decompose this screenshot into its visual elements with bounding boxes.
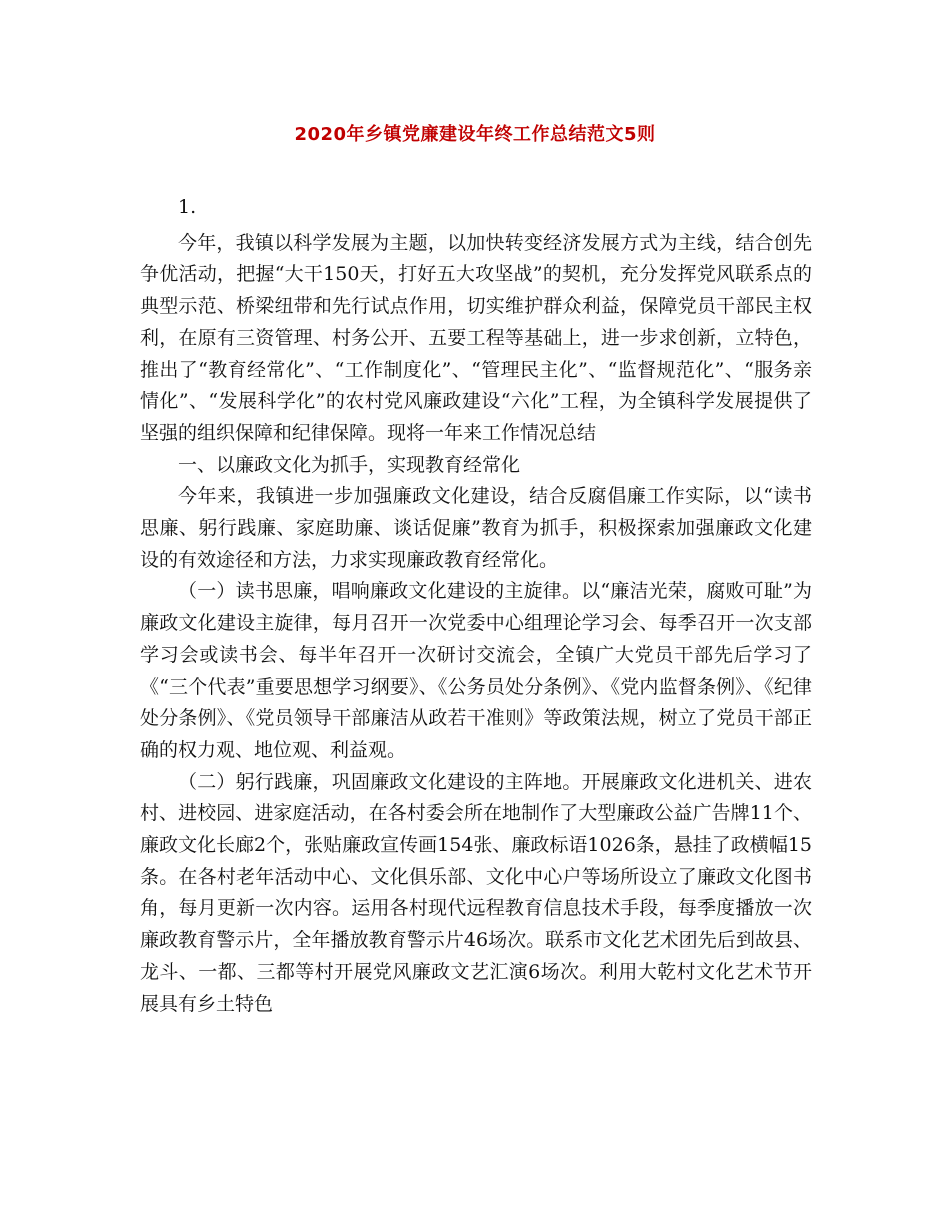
intro-paragraph: 今年，我镇以科学发展为主题，以加快转变经济发展方式为主线，结合创先争优活动，把握“大干150天，打好五大攻坚战”的契机，充分发挥党风联系点的典型示范、桥梁纽带和先行试点作用，切实维护群众利益，保障党员干部民主权利，在原有三资管理、村务公开、五要工程等基础上，进一步求创新，立特色，推出了“教育经常化”、“工作制度化”、“管理民主化”、“监督规范化”、“服务亲情化”、“发展科学化”的农村党风廉政建设“六化”工程，为全镇科学发展提供了坚强的组织保障和纪律保障。现将一年来工作情况总结 xyxy=(140,231,812,444)
section-intro-paragraph: 今年来，我镇进一步加强廉政文化建设，结合反腐倡廉工作实际，以“读书思廉、躬行践廉、家庭助廉、谈话促廉”教育为抓手，积极探索加强廉政文化建设的有效途径和方法，力求实现廉政教育经常化。 xyxy=(140,485,812,571)
subsection-reading-paragraph: （一）读书思廉，唱响廉政文化建设的主旋律。以“廉洁光荣，腐败可耻”为廉政文化建设主旋律，每月召开一次党委中心组理论学习会、每季召开一次支部学习会或读书会、每半年召开一次研讨交流会，全镇广大党员干部先后学习了《“三个代表”重要思想学习纲要》、《公务员处分条例》、《党内监督条例》、《纪律处分条例》、《党员领导干部廉洁从政若干准则》等政策法规，树立了党员干部正确的权力观、地位观、利益观。 xyxy=(140,580,812,761)
document-body xyxy=(140,192,812,1020)
section-heading: 一、以廉政文化为抓手，实现教育经常化 xyxy=(178,453,521,476)
subsection-practice-paragraph: （二）躬行践廉，巩固廉政文化建设的主阵地。开展廉政文化进机关、进农村、进校园、进家庭活动，在各村委会所在地制作了大型廉政公益广告牌11个、廉政文化长廊2个，张贴廉政宣传画154张、廉政标语1026条，悬挂了政横幅15条。在各村老年活动中心、文化俱乐部、文化中心户等场所设立了廉政文化图书角，每月更新一次内容。运用各村现代远程教育信息技术手段，每季度播放一次廉政教育警示片，全年播放教育警示片46场次。联系市文化艺术团先后到故县、龙斗、一都、三都等村开展党风廉政文艺汇演6场次。利用大乾村文化艺术节开展具有乡土特色 xyxy=(140,770,812,1015)
section-number: 1. xyxy=(178,196,197,218)
document-title: 2020年乡镇党廉建设年终工作总结范文5则 xyxy=(294,124,656,145)
